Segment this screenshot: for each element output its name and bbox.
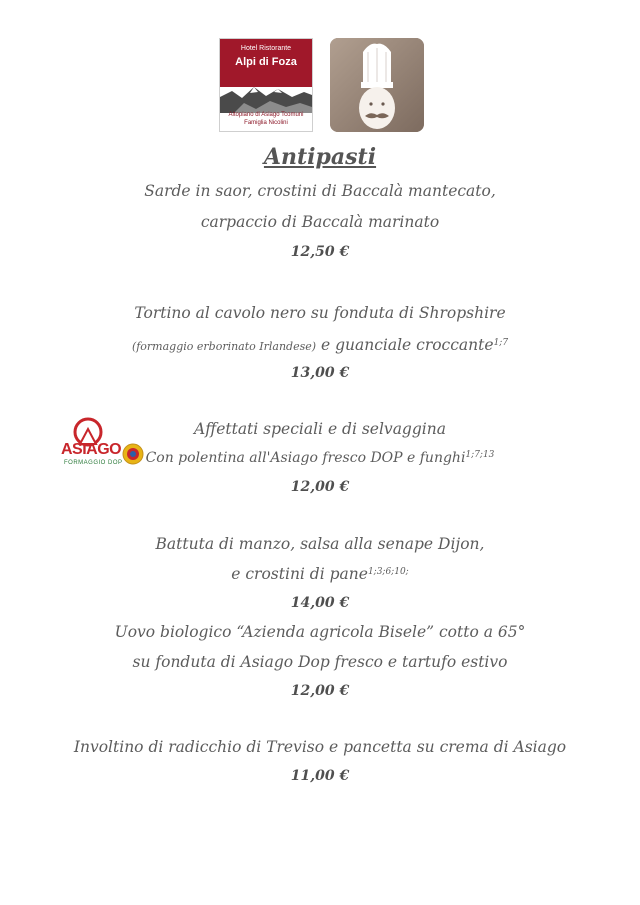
menu-item-4-line-1: Battuta di manzo, salsa alla senape Dijon, (155, 535, 485, 553)
hotel-logo-banner (220, 39, 312, 87)
hotel-logo-tagline: Hotel Ristorante (240, 45, 292, 52)
menu-item-2-line-2: e guanciale croccante (316, 336, 494, 354)
menu-item-6-price: 11,00 € (290, 768, 350, 784)
menu-item-1-price: 12,50 € (290, 244, 350, 260)
menu-item-5-price: 12,00 € (290, 683, 350, 699)
menu-item-2-price: 13,00 € (290, 365, 350, 381)
menu-item-6-line-1: Involtino di radicchio di Treviso e pancetta su crema di Asiago (73, 738, 567, 756)
menu-item-4-line-2-wrap (0, 565, 640, 583)
menu-item-5-line-1: Uovo biologico “Azienda agricola Bisele” cotto a 65° (114, 623, 526, 641)
chef-logo (330, 38, 424, 132)
menu-item-2-line-2-wrap (0, 336, 640, 354)
header-logos (0, 38, 640, 134)
menu-item-2-note: (formaggio erborinato Irlandese) (131, 340, 317, 353)
menu-item-4-line-2: e crostini di pane (231, 565, 368, 583)
hotel-logo-subtitle (220, 111, 312, 127)
menu-item-3-line-1: Affettati speciali e di selvaggina (194, 420, 446, 438)
menu-item-3-allergens: 1;7;13 (465, 450, 495, 460)
asiago-logo-word: ASIAGO (61, 441, 122, 458)
mountain-icon (220, 83, 312, 113)
menu-item-3-line-2-wrap (0, 450, 640, 466)
menu-item-2-line-1: Tortino al cavolo nero su fonduta di Shropshire (134, 304, 506, 322)
menu-item-4-price: 14,00 € (290, 595, 350, 611)
menu-item-1-line-2: carpaccio di Baccalà marinato (200, 213, 440, 231)
asiago-logo-subtitle: FORMAGGIO DOP (64, 460, 123, 466)
menu-item-3-price: 12,00 € (290, 479, 350, 495)
menu-item-2-allergens: 1;7 (493, 338, 509, 348)
menu-item-4-allergens: 1;3;6;10; (367, 567, 409, 577)
section-title: Antipasti (263, 144, 377, 170)
hotel-logo-subtitle-2: Famiglia Nicolini (244, 120, 288, 126)
menu-item-5-line-2: su fonduta di Asiago Dop fresco e tartufo estivo (132, 653, 508, 671)
hotel-logo-subtitle-1: Altopiano di Asiago Tcomuni (228, 112, 304, 118)
hotel-logo (219, 38, 313, 132)
chef-icon (330, 38, 424, 132)
menu-item-3-line-2: Con polentina all'Asiago fresco DOP e funghi (145, 450, 466, 466)
menu-item-1-line-1: Sarde in saor, crostini di Baccalà mantecato, (144, 182, 496, 200)
hotel-logo-name: Alpi di Foza (235, 56, 297, 68)
